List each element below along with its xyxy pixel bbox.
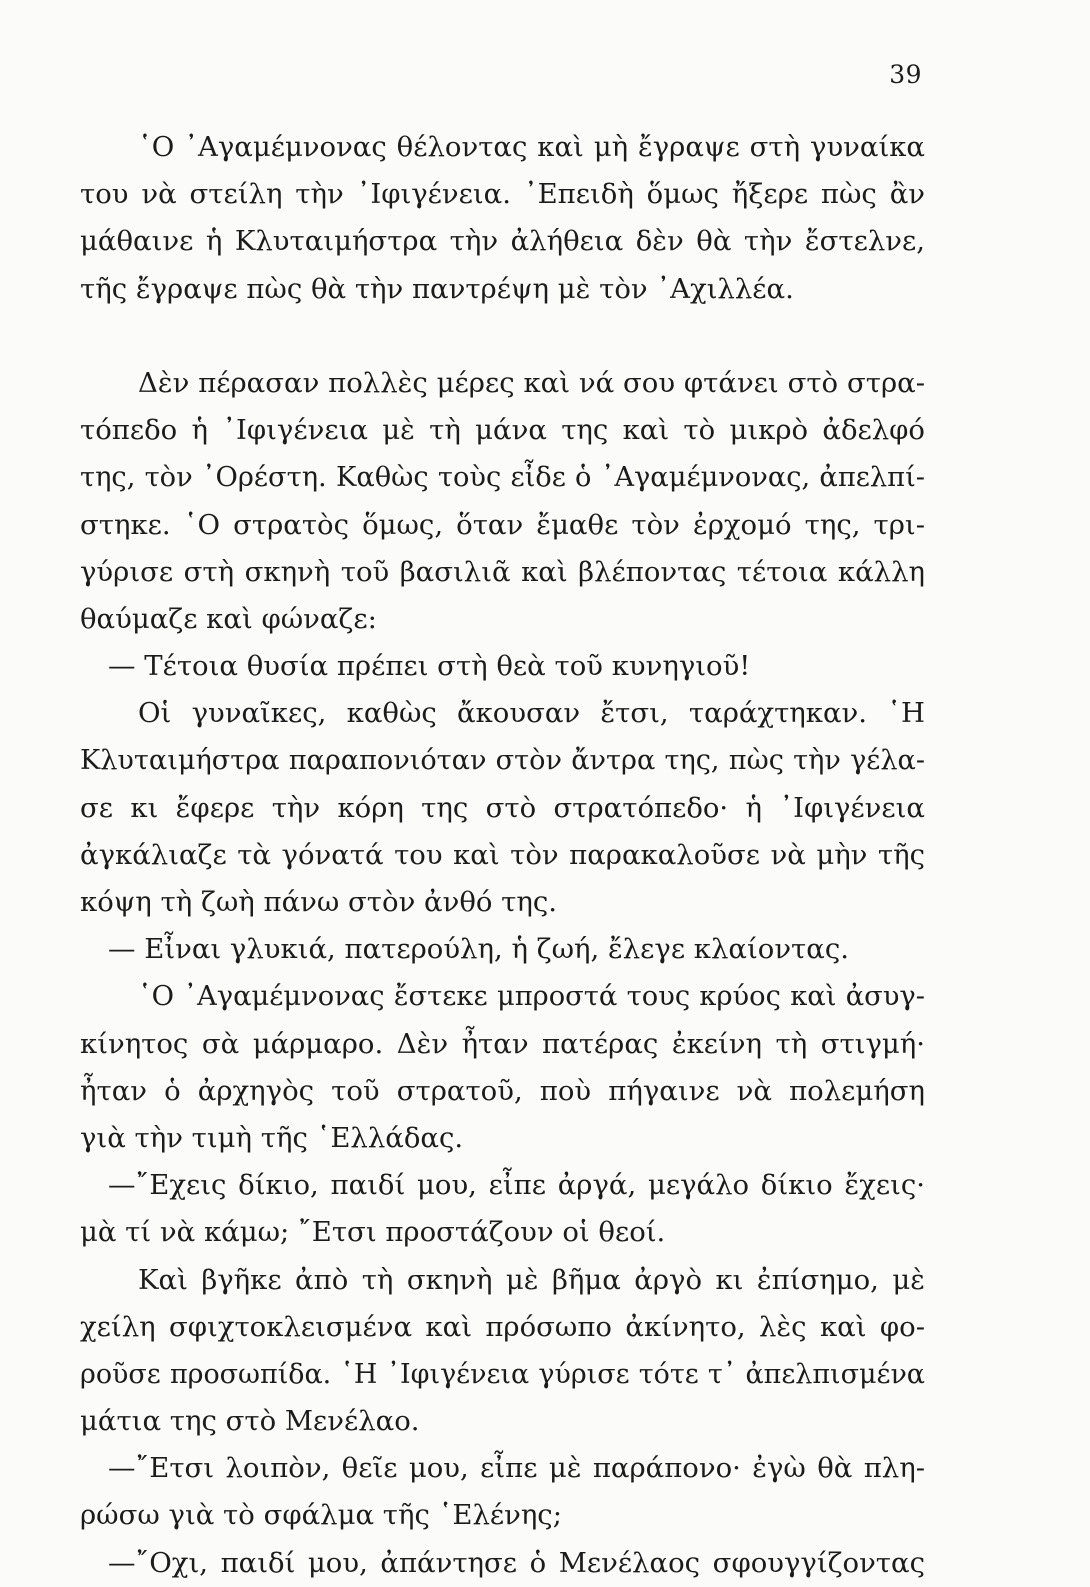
text-line: —῎Εχεις δίκιο, παιδί μου, εἶπε ἀργά, μεγάλο δίκιο ἔχεις· xyxy=(108,1169,925,1202)
text-line: στηκε. ῾Ο στρατὸς ὅμως, ὅταν ἔμαθε τὸν ἐρχομό της, τρι- xyxy=(80,508,925,541)
text-line: — Τέτοια θυσία πρέπει στὴ θεὰ τοῦ κυνηγιοῦ! xyxy=(108,650,751,683)
text-line: του νὰ στείλη τὴν ᾿Ιφιγένεια. ᾿Επειδὴ ὅμως ἤξερε πὼς ἂν xyxy=(80,178,925,211)
text-line: μάτια της στὸ Μενέλαο. xyxy=(80,1405,420,1438)
text-line: της, τὸν ᾿Ορέστη. Καθὼς τοὺς εἶδε ὁ ᾿Αγαμέμνονας, ἀπελπί- xyxy=(80,462,925,494)
text-line: ἦταν ὁ ἀρχηγὸς τοῦ στρατοῦ, ποὺ πήγαινε νὰ πολεμήση xyxy=(80,1074,925,1107)
text-line: τῆς ἔγραψε πὼς θὰ τὴν παντρέψη μὲ τὸν ᾿Αχιλλέα. xyxy=(80,272,794,305)
text-line: ρώσω γιὰ τὸ σφάλμα τῆς ῾Ελένης; xyxy=(80,1499,562,1532)
text-line: μάθαινε ἡ Κλυταιμήστρα τὴν ἀλήθεια δὲν θὰ τὴν ἔστελνε, xyxy=(80,225,925,258)
text-line: — Εἶναι γλυκιά, πατερούλη, ἡ ζωή, ἔλεγε κλαίοντας. xyxy=(108,933,849,966)
text-line: Κλυταιμήστρα παραπονιόταν στὸν ἄντρα της, πὼς τὴν γέλα- xyxy=(80,745,925,777)
text-line: ῾Ο ᾿Αγαμέμνονας θέλοντας καὶ μὴ ἔγραψε στὴ γυναίκα xyxy=(138,131,925,163)
text-line: χείλη σφιχτοκλεισμένα καὶ πρόσωπο ἀκίνητο, λὲς καὶ φο- xyxy=(80,1310,925,1343)
text-line: γύρισε στὴ σκηνὴ τοῦ βασιλιᾶ καὶ βλέποντας τέτοια κάλλη xyxy=(80,555,925,588)
text-line xyxy=(80,313,925,360)
text-line: κόψη τὴ ζωὴ πάνω στὸν ἀνθό της. xyxy=(80,886,558,918)
text-line: θαύμαζε καὶ φώναζε: xyxy=(80,602,377,635)
text-line: Καὶ βγῆκε ἀπὸ τὴ σκηνὴ μὲ βῆμα ἀργὸ κι ἐπίσημο, μὲ xyxy=(138,1263,925,1296)
text-line: Δὲν πέρασαν πολλὲς μέρες καὶ νά σου φτάνει στὸ στρα- xyxy=(138,366,925,399)
text-line: μὰ τί νὰ κάμω; ῎Ετσι προστάζουν οἱ θεοί. xyxy=(80,1216,666,1249)
page-number: 39 xyxy=(889,60,922,89)
text-line: τόπεδο ἡ ᾿Ιφιγένεια μὲ τὴ μάνα της καὶ τὸ μικρὸ ἀδελφό xyxy=(80,414,925,447)
text-line: —῎Οχι, παιδί μου, ἀπάντησε ὁ Μενέλαος σφουγγίζοντας xyxy=(108,1546,925,1579)
text-line: Οἱ γυναῖκες, καθὼς ἄκουσαν ἔτσι, ταράχτηκαν. ῾Η xyxy=(138,697,925,730)
text-line: κίνητος σὰ μάρμαρο. Δὲν ἦταν πατέρας ἐκείνη τὴ στιγμή· xyxy=(80,1027,925,1060)
text-line: ῾Ο ᾿Αγαμέμνονας ἔστεκε μπροστά τους κρύος καὶ ἀσυγ- xyxy=(138,981,925,1013)
text-line: σε κι ἔφερε τὴν κόρη της στὸ στρατόπεδο· ἡ ᾿Ιφιγένεια xyxy=(80,791,925,824)
text-line: —῎Ετσι λοιπὸν, θεῖε μου, εἶπε μὲ παράπονο· ἐγὼ θὰ πλη- xyxy=(108,1452,925,1485)
body-text xyxy=(80,124,925,1587)
text-line: ροῦσε προσωπίδα. ῾Η ᾿Ιφιγένεια γύρισε τότε τ᾿ ἀπελπισμένα xyxy=(80,1358,925,1390)
text-line: ἀγκάλιαζε τὰ γόνατά του καὶ τὸν παρακαλοῦσε νὰ μὴν τῆς xyxy=(80,838,925,871)
text-line: γιὰ τὴν τιμὴ τῆς ῾Ελλάδας. xyxy=(80,1121,464,1154)
